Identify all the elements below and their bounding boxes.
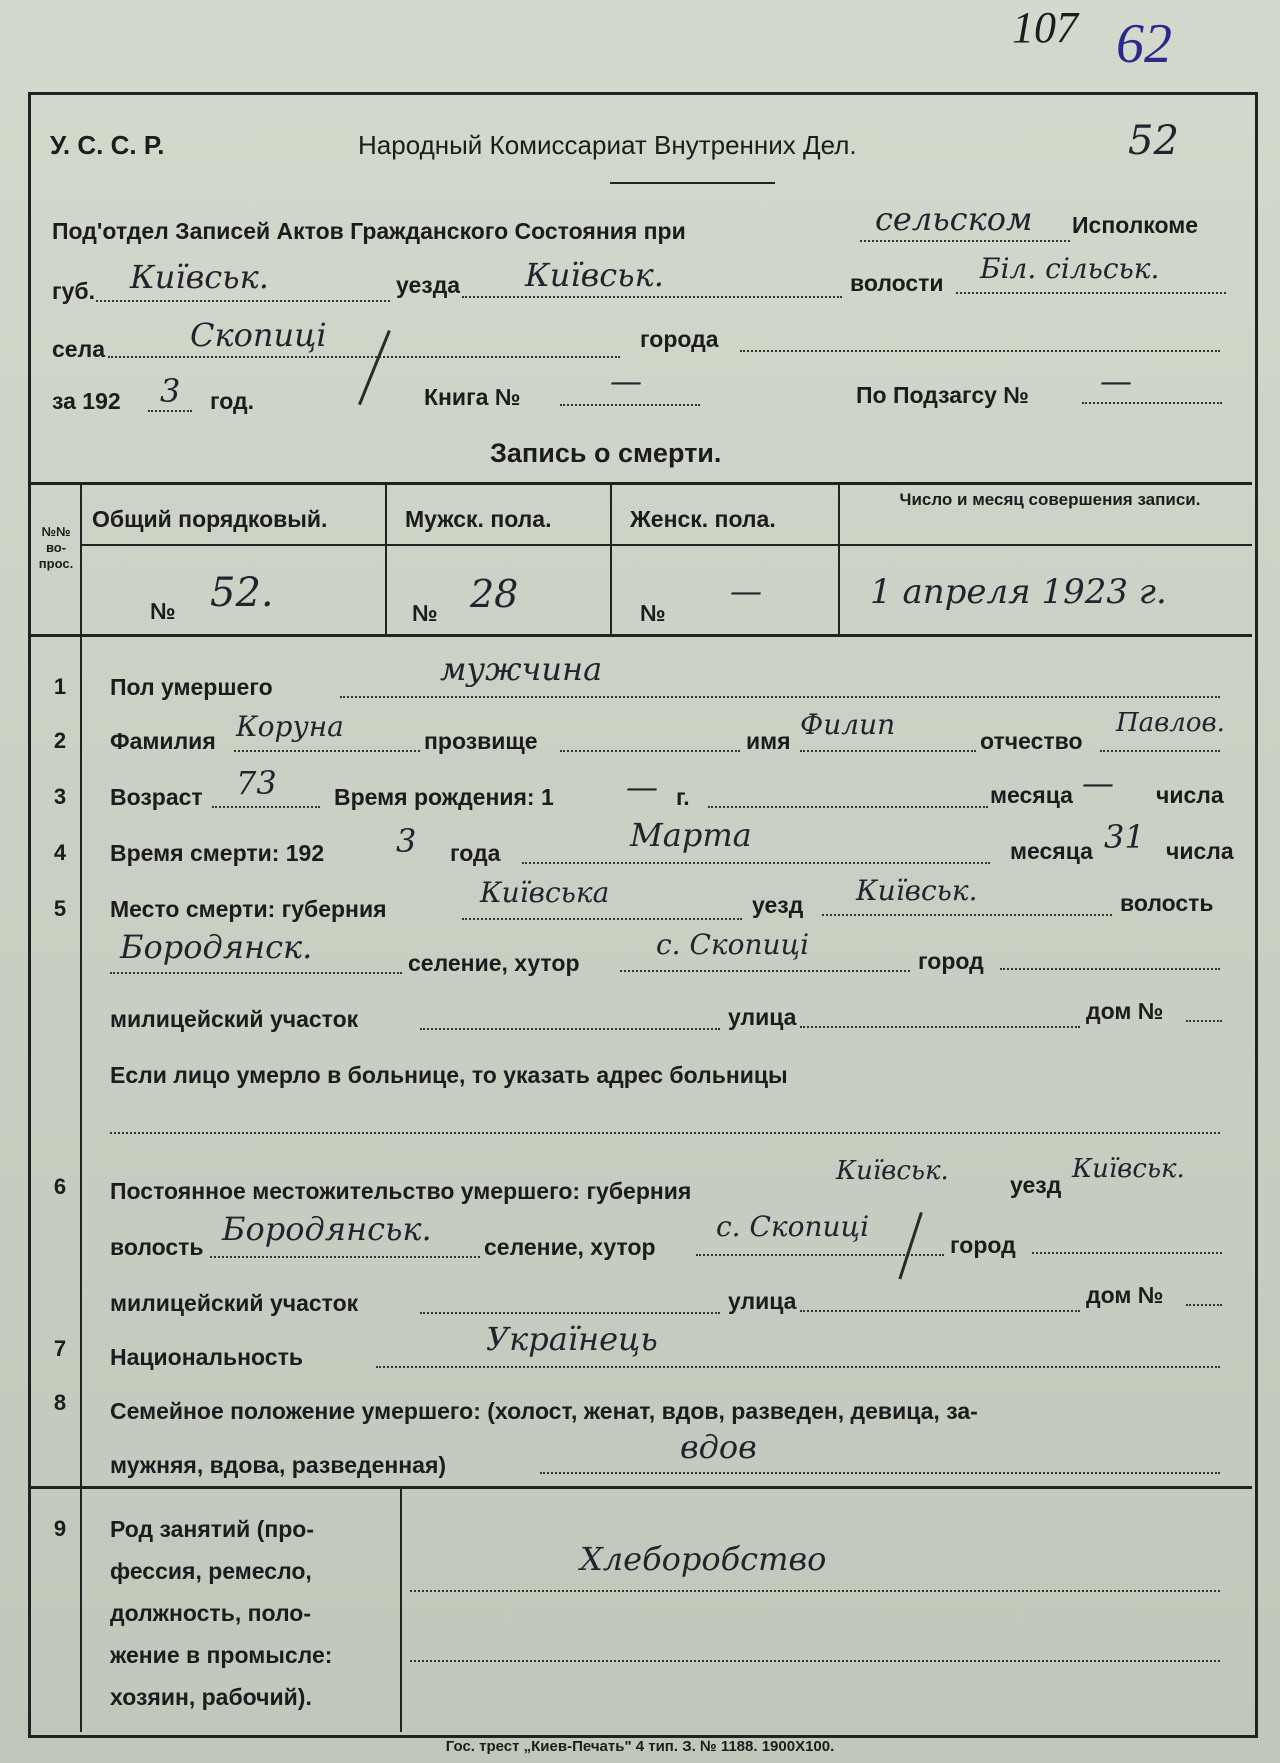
table-col-rule (80, 484, 82, 634)
deceased-sex-line (340, 696, 1220, 698)
occupation-label-1: Род занятий (про- (110, 1516, 314, 1542)
subdept-line (860, 240, 1070, 242)
patronymic-line (1100, 750, 1220, 752)
year-line (148, 410, 192, 412)
birth-month-handwritten: — (1082, 764, 1114, 802)
archive-folio-marks (1000, 2, 1260, 80)
age-line (212, 806, 320, 808)
gub-line (96, 300, 390, 302)
age-handwritten: 73 (236, 764, 277, 802)
table-mid-rule (80, 544, 1252, 546)
row-number: 5 (53, 896, 67, 921)
selo-handwritten: Скопиці (190, 316, 327, 354)
occupation-label-4: жение в промысле: (110, 1642, 333, 1668)
row-number-rule (80, 1488, 82, 1732)
col-date-header: Число и месяц совершения записи. (899, 490, 1201, 509)
death-gorod-label: город (918, 948, 984, 974)
nationality-line (376, 1366, 1220, 1368)
occupation-line (410, 1660, 1220, 1662)
subdept-handwritten: сельском (875, 200, 1033, 238)
row-number-rule (80, 636, 82, 1486)
residence-volost-handwritten: Бородянськ. (222, 1210, 432, 1248)
col-male-header: Мужск. пола. (405, 506, 552, 532)
birth-month-label: месяца (990, 782, 1073, 808)
birth-day-label: числа (1156, 782, 1224, 808)
death-selo-line (620, 970, 910, 972)
record-number-handwritten: 52 (1128, 118, 1179, 164)
folio-pencil: 107 (1012, 3, 1078, 52)
no-sign: № (150, 598, 176, 624)
hospital-line (110, 1132, 1220, 1134)
death-time-label: Время смерти: 192 (110, 840, 325, 866)
commissariat-title: Народный Комиссариат Внутренних Дел. (358, 130, 857, 160)
marital-label-continued: мужняя, вдова, разведенная) (110, 1452, 447, 1478)
residence-house-line (1186, 1304, 1222, 1306)
patronymic-label: отчество (980, 728, 1083, 754)
no-sign: № (640, 600, 666, 626)
row-number: 6 (53, 1174, 67, 1199)
header-divider (610, 182, 775, 184)
goroda-line (740, 350, 1220, 352)
death-volost-handwritten: Бородянск. (120, 928, 313, 966)
death-uezd-line (822, 914, 1112, 916)
death-street-label: улица (728, 1004, 797, 1030)
marital-handwritten: вдов (680, 1428, 757, 1466)
folio-circled: 62 (1116, 13, 1172, 75)
book-handwritten: — (610, 362, 642, 400)
death-day-label: числа (1166, 838, 1234, 864)
selo-line (108, 356, 620, 358)
god-label: год. (210, 388, 255, 414)
death-police-line (420, 1028, 720, 1030)
deceased-sex-handwritten: мужчина (440, 650, 603, 688)
death-gorod-line (1000, 968, 1220, 970)
death-day-handwritten: 31 (1104, 818, 1145, 856)
occupation-handwritten: Хлеборобство (580, 1540, 827, 1578)
residence-police-line (420, 1312, 720, 1314)
birth-year-line (708, 806, 988, 808)
book-label: Книга № (424, 384, 521, 410)
occupation-label-5: хозяин, рабочий). (110, 1684, 312, 1710)
female-number-handwritten: — (730, 572, 762, 610)
residence-selo-label: селение, хутор (484, 1234, 656, 1260)
death-volost-line (110, 972, 402, 974)
residence-uezd-label: уезд (1010, 1172, 1062, 1198)
table-col-rule (385, 484, 387, 634)
death-volost-label: волость (1120, 890, 1214, 916)
no-sign: № (412, 600, 438, 626)
row-number: 1 (53, 674, 67, 699)
republic-label: У. С. С. Р. (50, 130, 165, 160)
row-number: 9 (53, 1516, 67, 1541)
marital-label: Семейное положение умершего: (холост, женат, вдов, разведен, девица, за- (110, 1398, 978, 1424)
goroda-label: города (640, 326, 719, 352)
patronymic-handwritten: Павлов. (1116, 708, 1225, 738)
residence-volost-line (210, 1256, 480, 1258)
deceased-sex-label: Пол умершего (110, 674, 273, 700)
printer-imprint: Гос. трест „Киев-Печать" 4 тип. З. № 1188. 1900X100. (445, 1738, 835, 1755)
question-number-header: №№ во- прос. (38, 524, 74, 571)
nickname-label: прозвище (424, 728, 538, 754)
row-number: 8 (53, 1390, 67, 1415)
death-year-label: года (450, 840, 501, 866)
occupation-label-3: должность, поло- (110, 1600, 311, 1626)
nationality-label: Национальность (110, 1344, 303, 1370)
residence-label: Постоянное местожительство умершего: губерния (110, 1178, 692, 1204)
year-label: за 192 (52, 388, 121, 414)
uezd-label: уезда (396, 272, 461, 298)
age-label: Возраст (110, 784, 203, 810)
death-gub-handwritten: Київська (480, 876, 610, 909)
death-uezd-label: уезд (752, 892, 804, 918)
subdept-suffix: Исполкоме (1072, 212, 1199, 238)
table-col-rule (610, 484, 612, 634)
book-line (560, 404, 700, 406)
gub-label: губ. (52, 278, 95, 304)
death-month-line (522, 862, 990, 864)
record-date-handwritten: 1 апреля 1923 г. (870, 572, 1167, 612)
podzags-label: По Подзагсу № (856, 382, 1029, 408)
first-name-label: имя (746, 728, 791, 754)
occupation-label-2: фессия, ремесло, (110, 1558, 312, 1584)
death-selo-handwritten: с. Скопиці (656, 928, 810, 961)
surname-label: Фамилия (110, 728, 216, 754)
death-place-label: Место смерти: губерния (110, 896, 387, 922)
death-house-line (1186, 1020, 1222, 1022)
volost-line (956, 292, 1226, 294)
nickname-line (560, 750, 740, 752)
death-selo-label: селение, хутор (408, 950, 580, 976)
selo-label: села (52, 336, 105, 362)
form-title: Запись о смерти. (490, 438, 722, 468)
surname-handwritten: Коруна (236, 710, 344, 743)
first-name-line (800, 750, 976, 752)
row-number: 7 (53, 1336, 67, 1361)
residence-street-label: улица (728, 1288, 797, 1314)
podzags-line (1082, 402, 1222, 404)
death-street-line (800, 1026, 1080, 1028)
death-house-label: дом № (1086, 998, 1164, 1024)
first-name-handwritten: Филип (800, 708, 896, 741)
occupation-col-rule (400, 1488, 402, 1732)
residence-selo-handwritten: с. Скопиці (716, 1210, 870, 1243)
gub-handwritten: Київськ. (130, 258, 269, 296)
residence-street-line (800, 1310, 1080, 1312)
residence-gorod-label: город (950, 1232, 1016, 1258)
row-number: 2 (53, 728, 67, 753)
male-number-handwritten: 28 (470, 572, 519, 616)
death-police-label: милицейский участок (110, 1006, 359, 1032)
table-bottom-rule (30, 634, 1252, 637)
death-uezd-handwritten: Київськ. (856, 874, 978, 907)
total-number-handwritten: 52. (210, 570, 274, 616)
birth-year-handwritten: — (626, 768, 658, 806)
volost-label: волости (850, 270, 944, 296)
residence-house-label: дом № (1086, 1282, 1164, 1308)
table-col-rule (838, 484, 840, 634)
table-top-rule (30, 482, 1252, 485)
year-handwritten: 3 (160, 372, 181, 410)
col-female-header: Женск. пола. (630, 506, 776, 532)
residence-gorod-line (1032, 1252, 1222, 1254)
birth-year-suffix: г. (676, 784, 690, 810)
uezd-line (462, 296, 842, 298)
residence-uezd-handwritten: Київськ. (1072, 1154, 1185, 1184)
uezd-handwritten: Київськ. (525, 256, 664, 294)
surname-line (234, 750, 420, 752)
nationality-handwritten: Українець (486, 1320, 658, 1358)
col-total-header: Общий порядковый. (92, 506, 328, 532)
hospital-label: Если лицо умерло в больнице, то указать адрес больницы (110, 1062, 788, 1088)
marital-line (540, 1472, 1220, 1474)
residence-gub-handwritten: Київськ. (836, 1156, 949, 1186)
occupation-top-rule (30, 1486, 1252, 1489)
residence-police-label: милицейский участок (110, 1290, 359, 1316)
death-month-handwritten: Марта (630, 816, 752, 854)
death-year-handwritten: 3 (396, 822, 417, 860)
volost-handwritten: Біл. сільськ. (980, 252, 1160, 285)
death-month-label: месяца (1010, 838, 1093, 864)
podzags-handwritten: — (1100, 362, 1132, 400)
birth-time-label: Время рождения: 1 (334, 784, 554, 810)
death-gub-line (462, 918, 742, 920)
residence-volost-label: волость (110, 1234, 204, 1260)
subdept-label: Под'отдел Записей Актов Гражданского Состояния при (52, 218, 686, 244)
occupation-line (410, 1590, 1220, 1592)
row-number: 4 (53, 840, 67, 865)
row-number: 3 (53, 784, 67, 809)
